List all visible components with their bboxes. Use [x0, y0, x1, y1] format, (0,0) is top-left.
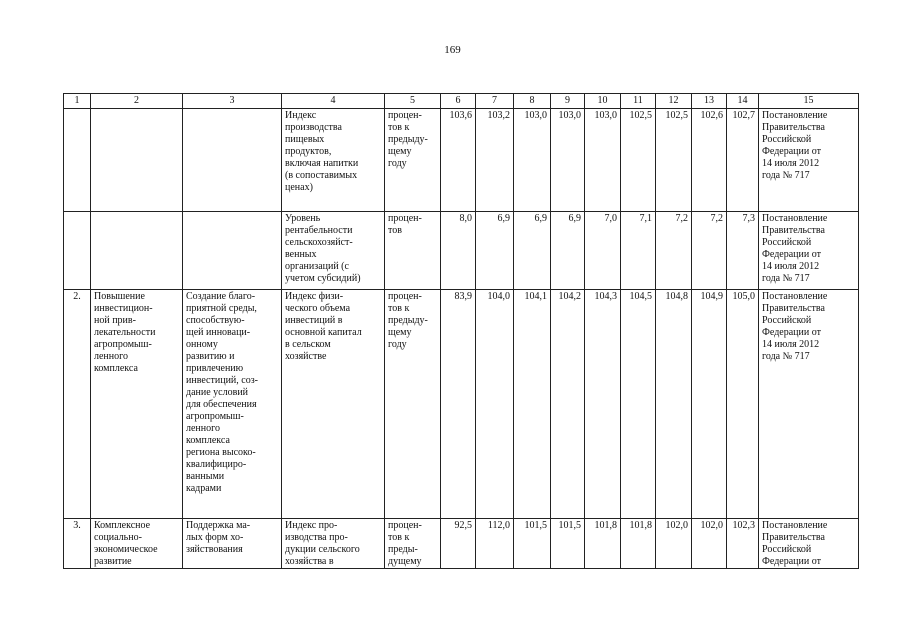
header-cell: 1 [64, 94, 91, 109]
task-cell: Поддержка ма- лых форм хо- зяйствования [183, 519, 282, 569]
indicator-cell: Индекс про- изводства про- дукции сельского хозяйства в [282, 519, 385, 569]
goal-cell: Комплексное социально- экономическое развитие [91, 519, 183, 569]
header-cell: 5 [385, 94, 441, 109]
basis-cell: Постановление Правительства Российской Федерации от 14 июля 2012 года № 717 [759, 290, 859, 519]
table-row [64, 519, 859, 569]
value-cell: 101,5 [551, 519, 585, 569]
value-cell: 7,2 [656, 212, 692, 290]
table-row [64, 212, 859, 290]
page-number: 169 [444, 44, 461, 56]
value-cell: 104,3 [585, 290, 621, 519]
value-cell: 102,5 [621, 109, 656, 212]
value-cell: 7,2 [692, 212, 727, 290]
value-cell: 102,5 [656, 109, 692, 212]
indicator-cell: Индекс физи- ческого объема инвестиций в основной капитал в сельском хозяйстве [282, 290, 385, 519]
header-cell: 4 [282, 94, 385, 109]
value-cell: 102,7 [727, 109, 759, 212]
value-cell: 92,5 [441, 519, 476, 569]
row-number-cell: 3. [64, 519, 91, 569]
row-number-cell [64, 109, 91, 212]
header-cell: 10 [585, 94, 621, 109]
value-cell: 6,9 [551, 212, 585, 290]
value-cell: 102,0 [692, 519, 727, 569]
indicator-cell: Индекс производства пищевых продуктов, включая напитки (в сопоставимых ценах) [282, 109, 385, 212]
task-cell [183, 212, 282, 290]
header-cell: 8 [514, 94, 551, 109]
task-cell [183, 109, 282, 212]
goal-cell [91, 212, 183, 290]
goal-cell [91, 109, 183, 212]
unit-cell: процен- тов [385, 212, 441, 290]
header-cell: 14 [727, 94, 759, 109]
indicators-table [63, 93, 859, 569]
value-cell: 101,8 [585, 519, 621, 569]
value-cell: 112,0 [476, 519, 514, 569]
task-cell: Создание благо- приятной среды, способствую- щей инноваци- онному развитию и привлечению инвестиций, соз- дание условий для обеспечения агропромыш- ленного комплекса региона высоко- квалифициро- ванными кадрами [183, 290, 282, 519]
basis-cell: Постановление Правительства Российской Федерации от [759, 519, 859, 569]
header-cell: 2 [91, 94, 183, 109]
value-cell: 103,2 [476, 109, 514, 212]
value-cell: 102,6 [692, 109, 727, 212]
value-cell: 101,8 [621, 519, 656, 569]
value-cell: 6,9 [514, 212, 551, 290]
value-cell: 103,0 [551, 109, 585, 212]
basis-cell: Постановление Правительства Российской Федерации от 14 июля 2012 года № 717 [759, 212, 859, 290]
value-cell: 6,9 [476, 212, 514, 290]
table-row [64, 109, 859, 212]
value-cell: 8,0 [441, 212, 476, 290]
header-cell: 7 [476, 94, 514, 109]
row-number-cell: 2. [64, 290, 91, 519]
unit-cell: процен- тов к предыду- щему году [385, 290, 441, 519]
value-cell: 102,0 [656, 519, 692, 569]
unit-cell: процен- тов к преды- дущему [385, 519, 441, 569]
value-cell: 104,9 [692, 290, 727, 519]
header-cell: 9 [551, 94, 585, 109]
header-cell: 12 [656, 94, 692, 109]
row-number-cell [64, 212, 91, 290]
value-cell: 104,5 [621, 290, 656, 519]
value-cell: 104,8 [656, 290, 692, 519]
table-row [64, 290, 859, 519]
basis-cell: Постановление Правительства Российской Федерации от 14 июля 2012 года № 717 [759, 109, 859, 212]
value-cell: 7,1 [621, 212, 656, 290]
value-cell: 103,0 [514, 109, 551, 212]
header-cell: 3 [183, 94, 282, 109]
unit-cell: процен- тов к предыду- щему году [385, 109, 441, 212]
value-cell: 102,3 [727, 519, 759, 569]
indicator-cell: Уровень рентабельности сельскохозяйст- венных организаций (с учетом субсидий) [282, 212, 385, 290]
header-cell: 13 [692, 94, 727, 109]
value-cell: 83,9 [441, 290, 476, 519]
value-cell: 101,5 [514, 519, 551, 569]
value-cell: 104,0 [476, 290, 514, 519]
value-cell: 105,0 [727, 290, 759, 519]
value-cell: 103,6 [441, 109, 476, 212]
value-cell: 7,0 [585, 212, 621, 290]
header-cell: 6 [441, 94, 476, 109]
header-cell: 15 [759, 94, 859, 109]
header-row [64, 94, 859, 109]
value-cell: 103,0 [585, 109, 621, 212]
value-cell: 7,3 [727, 212, 759, 290]
value-cell: 104,2 [551, 290, 585, 519]
value-cell: 104,1 [514, 290, 551, 519]
goal-cell: Повышение инвестицион- ной прив- лекательности агропромыш- ленного комплекса [91, 290, 183, 519]
header-cell: 11 [621, 94, 656, 109]
